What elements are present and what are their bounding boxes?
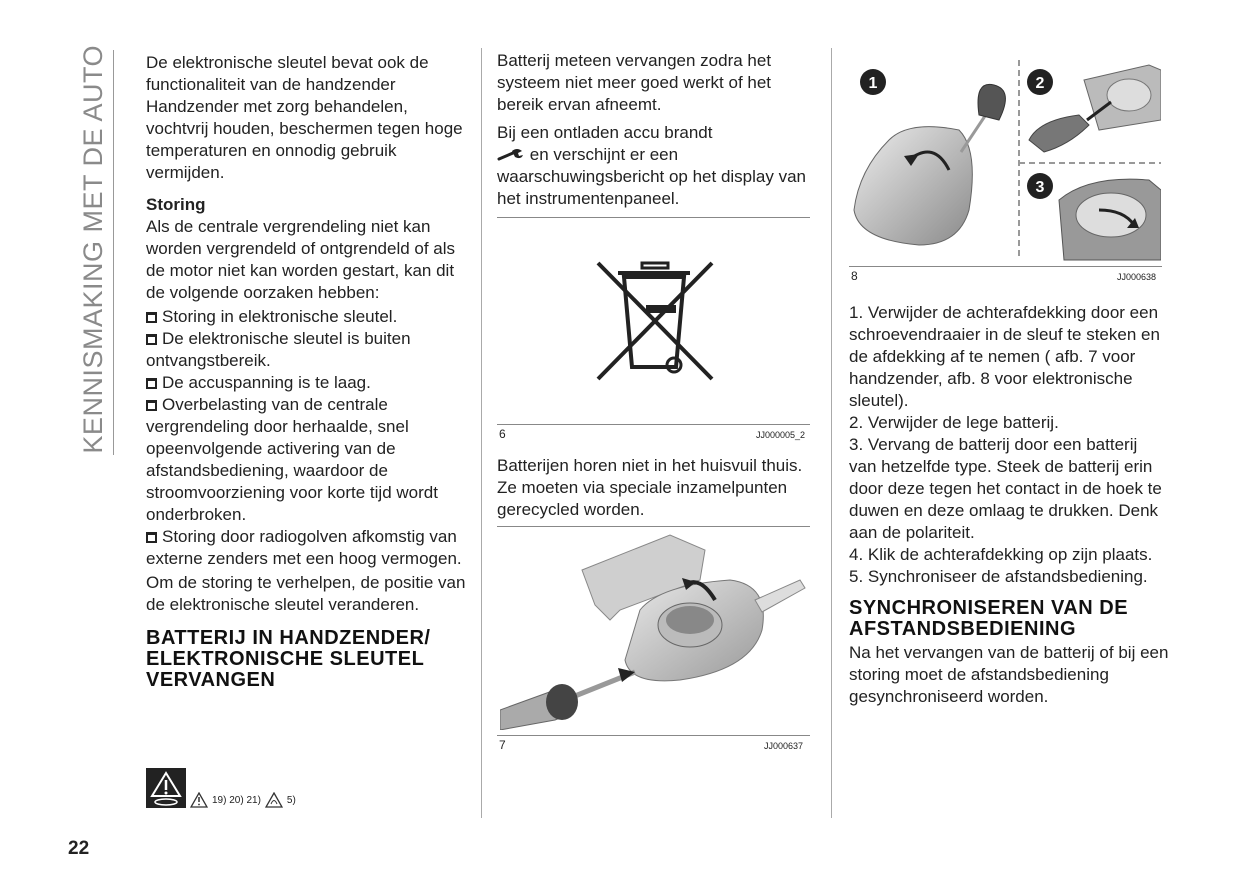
remote-battery-illustration bbox=[500, 530, 810, 730]
sync-paragraph: Na het vervangen van de batterij of bij een storing moet de afstandsbediening gesynchroniseerd worden. bbox=[849, 643, 1169, 706]
storing-subtitle: Storing bbox=[146, 195, 206, 214]
callout-1: 1 bbox=[868, 75, 878, 92]
storing-intro: Als de centrale vergrendeling niet kan worden vergrendeld of ontgrendeld of als de motor niet kan worden gestart, kan dit de volgende oorzaken hebben: bbox=[146, 217, 456, 302]
list-item: Storing in elektronische sleutel. bbox=[146, 306, 466, 328]
figure-8-code: JJ000638 bbox=[1117, 272, 1157, 282]
figure-7-number: 7 bbox=[499, 738, 506, 752]
crossed-bin-icon bbox=[590, 255, 720, 390]
column-3 bbox=[849, 302, 1169, 712]
step-3: 3. Vervang de batterij door een batterij van hetzelfde type. Steek de batterij erin door deze tegen het contact in de hoek te duwen en deze omlaag te drukken. Denk aan de polariteit. bbox=[849, 435, 1162, 542]
warning-references bbox=[146, 768, 296, 808]
column-2 bbox=[497, 50, 812, 214]
side-title-text: KENNISMAKING MET DE AUTO bbox=[78, 45, 108, 454]
figure-6-bottom-rule bbox=[497, 424, 810, 425]
warning-refs-text: 19) 20) 21) bbox=[212, 795, 261, 806]
list-item: Overbelasting van de centrale vergrendeling door herhaalde, snel opeenvolgende activering van de afstandsbediening, waardoor de stroomvoorziening voor korte tijd wordt onderbroken. bbox=[146, 395, 438, 524]
column-divider-1 bbox=[481, 48, 482, 818]
smart-key-battery-illustration bbox=[849, 60, 1161, 266]
bullet-icon bbox=[146, 532, 157, 543]
callout-2: 2 bbox=[1035, 75, 1045, 92]
bullet-icon bbox=[146, 334, 157, 345]
recycling-text-block bbox=[497, 455, 812, 525]
figure-7-top-rule bbox=[497, 526, 810, 527]
fix-paragraph: Om de storing te verhelpen, de positie van de elektronische sleutel veranderen. bbox=[146, 573, 466, 614]
recycling-paragraph: Batterijen horen niet in het huisvuil thuis. Ze moeten via speciale inzamelpunten gerecycled worden. bbox=[497, 456, 803, 519]
figure-7-code: JJ000637 bbox=[764, 741, 804, 751]
cause-list bbox=[146, 306, 466, 570]
list-item: De accuspanning is te laag. bbox=[146, 372, 466, 394]
step-4: 4. Klik de achterafdekking op zijn plaats. bbox=[849, 545, 1153, 564]
figure-8-number: 8 bbox=[851, 269, 858, 283]
list-item: De elektronische sleutel is buiten ontvangstbereik. bbox=[146, 329, 411, 370]
figure-8-bottom-rule bbox=[849, 266, 1162, 267]
side-divider bbox=[113, 50, 114, 455]
battery-warning-paragraph: Bij een ontladen accu brandt en verschijnt er een waarschuwingsbericht op het display van het instrumentenpaneel. bbox=[497, 123, 807, 208]
figure-6-top-rule bbox=[497, 217, 810, 218]
step-5: 5. Synchroniseer de afstandsbediening. bbox=[849, 567, 1148, 586]
intro-paragraph: De elektronische sleutel bevat ook de functionaliteit van de handzender Handzender met zorg behandelen, vochtvrij houden, beschermen tegen hoge temperaturen en onnodig gebruik vermijden. bbox=[146, 53, 463, 182]
replace-paragraph: Batterij meteen vervangen zodra het systeem niet meer goed werkt of het bereik ervan afneemt. bbox=[497, 51, 772, 114]
warning-box-icon bbox=[146, 768, 186, 808]
sync-heading: SYNCHRONISEREN VAN DE AFSTANDSBEDIENING bbox=[849, 597, 1129, 640]
side-section-title bbox=[78, 45, 116, 455]
warning-triangle-icon bbox=[190, 792, 208, 808]
battery-heading: BATTERIJ IN HANDZENDER/ ELEKTRONISCHE SLEUTEL VERVANGEN bbox=[146, 627, 431, 691]
wrench-icon bbox=[497, 148, 525, 162]
bullet-icon bbox=[146, 378, 157, 389]
figure-6-number: 6 bbox=[499, 427, 506, 441]
page-number: 22 bbox=[68, 838, 90, 859]
figure-6-code: JJ000005_2 bbox=[756, 430, 806, 440]
bullet-icon bbox=[146, 400, 157, 411]
column-1 bbox=[146, 52, 466, 691]
column-divider-2 bbox=[831, 48, 832, 818]
callout-3: 3 bbox=[1035, 179, 1045, 196]
environment-triangle-icon bbox=[265, 792, 283, 808]
bullet-icon bbox=[146, 312, 157, 323]
step-1: 1. Verwijder de achterafdekking door een schroevendraaier in de sleuf te steken en de afdekking af te nemen ( afb. 7 voor handzender, afb. 8 voor elektronische sleutel). bbox=[849, 303, 1160, 410]
figure-7-bottom-rule bbox=[497, 735, 810, 736]
step-2: 2. Verwijder de lege batterij. bbox=[849, 413, 1059, 432]
list-item: Storing door radiogolven afkomstig van externe zenders met een hoog vermogen. bbox=[146, 527, 462, 568]
environment-refs-text: 5) bbox=[286, 795, 296, 806]
